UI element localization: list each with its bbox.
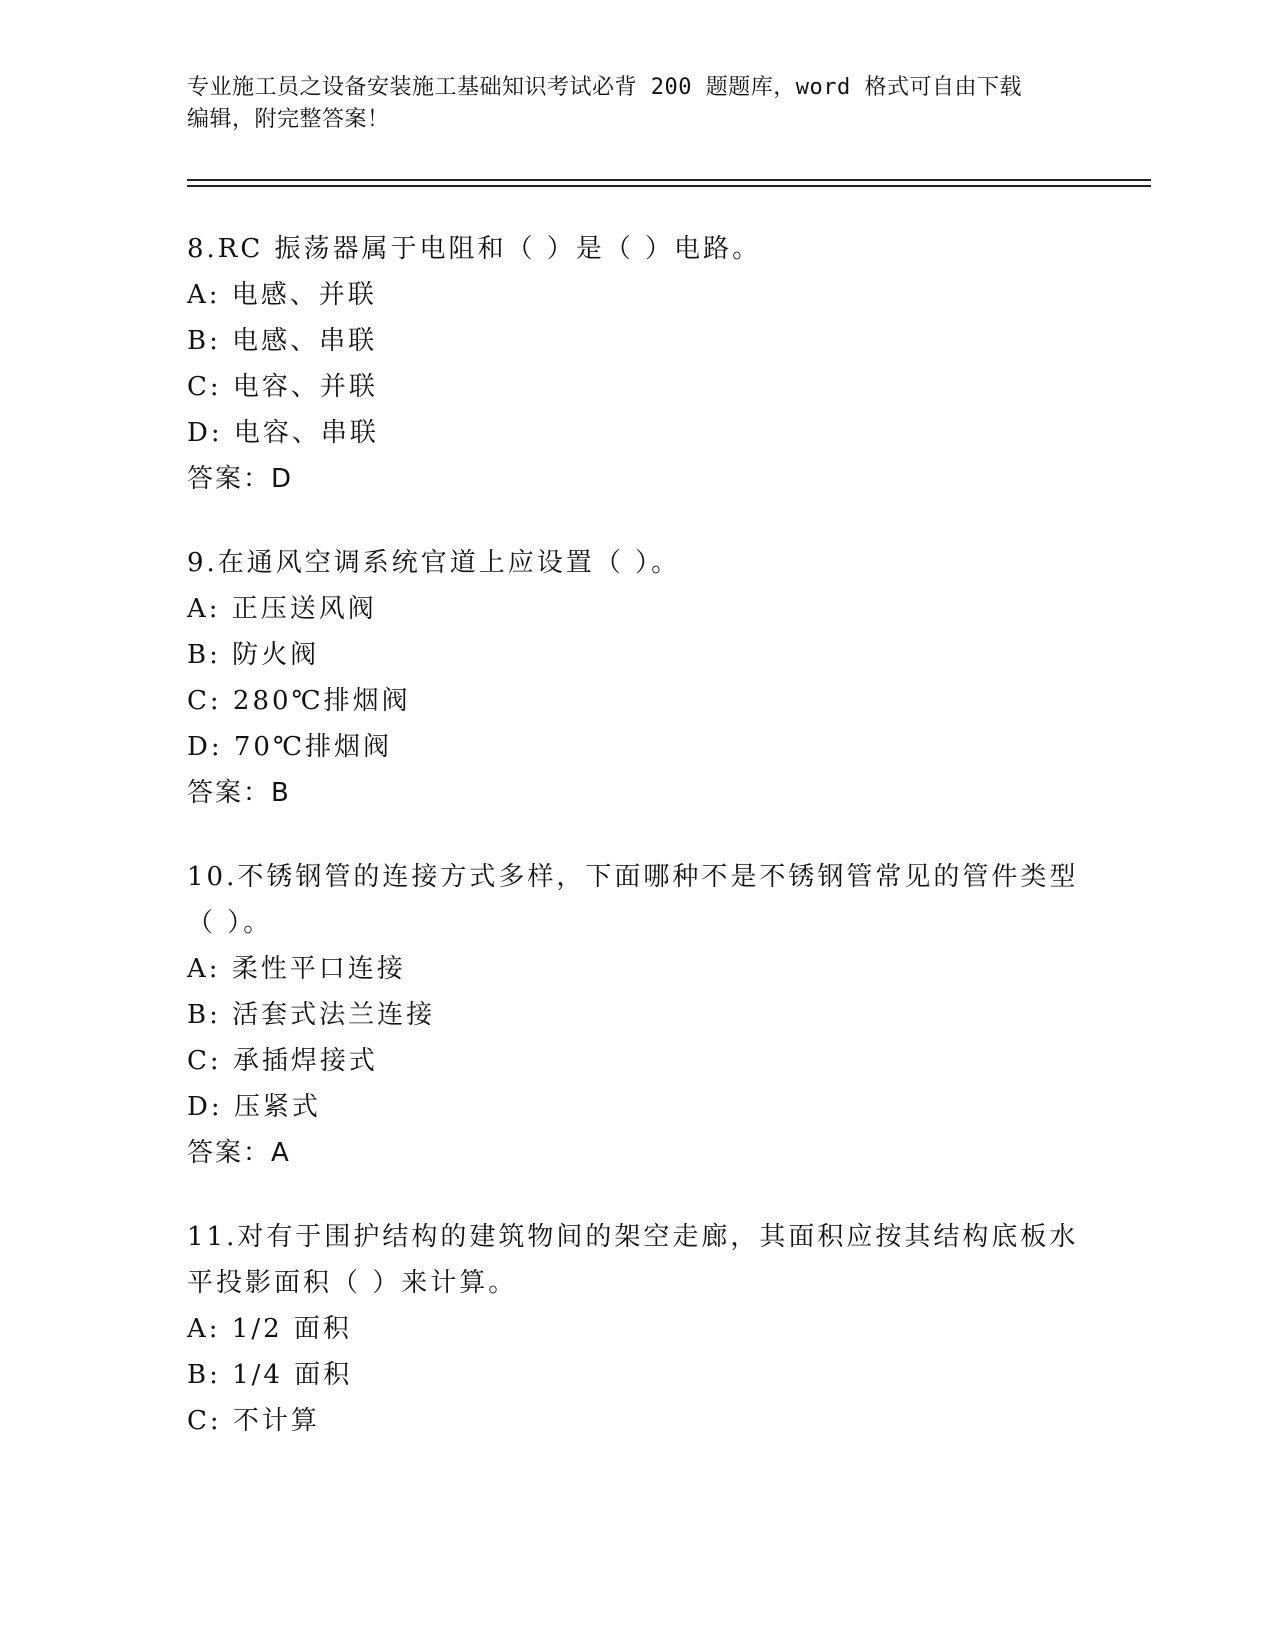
- option-d: D: 压紧式: [187, 1092, 321, 1122]
- option-b: B: 活套式法兰连接: [187, 1000, 436, 1030]
- option-a: A: 电感、并联: [187, 280, 377, 310]
- question-10: [187, 854, 1087, 1176]
- answer: 答案：A: [187, 1138, 291, 1168]
- header-title-line-1: 专业施工员之设备安装施工基础知识考试必背 200 题题库，word 格式可自由下载: [187, 75, 1022, 100]
- question-stem: 9.在通风空调系统官道上应设置（ ）。: [187, 548, 681, 578]
- header-divider-bottom: [187, 185, 1151, 187]
- question-stem-continued: 平投影面积（ ）来计算。: [187, 1268, 518, 1298]
- option-b: B: 1/4 面积: [187, 1360, 353, 1390]
- option-b: B: 电感、串联: [187, 326, 378, 356]
- document-header: [187, 72, 1087, 136]
- question-stem: 10.不锈钢管的连接方式多样，下面哪种不是不锈钢管常见的管件类型: [187, 862, 1079, 892]
- option-c: C: 承插焊接式: [187, 1046, 378, 1076]
- question-stem-continued: （ ）。: [187, 908, 273, 938]
- option-a: A: 1/2 面积: [187, 1314, 352, 1344]
- question-11: [187, 1214, 1087, 1444]
- option-d: D: 70℃排烟阀: [187, 732, 393, 762]
- option-d: D: 电容、串联: [187, 418, 379, 448]
- option-c: C: 280℃排烟阀: [187, 686, 411, 716]
- option-c: C: 不计算: [187, 1406, 320, 1436]
- answer: 答案：B: [187, 778, 291, 808]
- option-a: A: 柔性平口连接: [187, 954, 406, 984]
- option-b: B: 防火阀: [187, 640, 320, 670]
- option-a: A: 正压送风阀: [187, 594, 377, 624]
- question-stem: 8.RC 振荡器属于电阻和（ ）是（ ）电路。: [187, 234, 762, 264]
- option-c: C: 电容、并联: [187, 372, 378, 402]
- answer: 答案：D: [187, 464, 294, 494]
- question-stem: 11.对有于围护结构的建筑物间的架空走廊，其面积应按其结构底板水: [187, 1222, 1079, 1252]
- header-divider-top: [187, 179, 1151, 181]
- question-9: [187, 540, 1087, 816]
- header-title-line-2: 编辑，附完整答案！: [187, 107, 390, 132]
- question-8: [187, 226, 1087, 502]
